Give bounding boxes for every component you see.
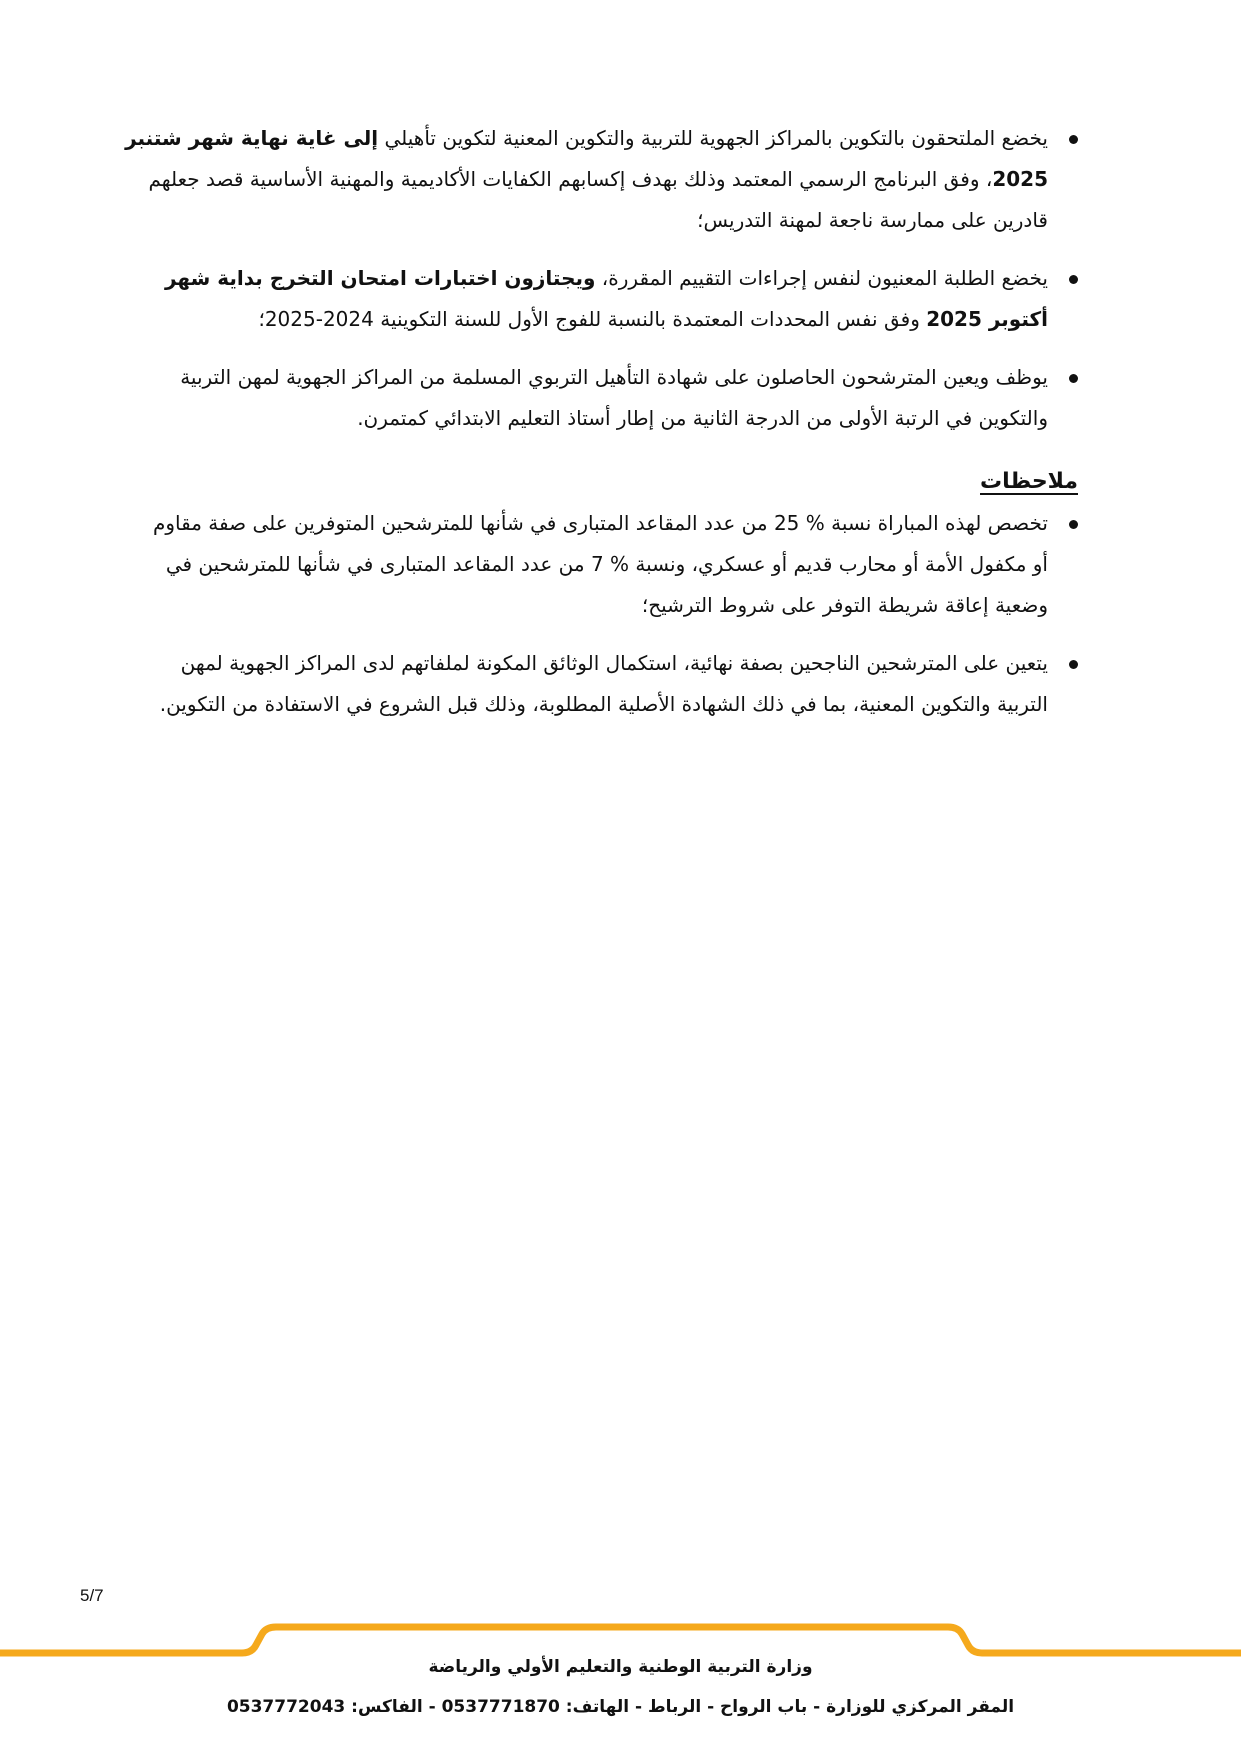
bullet-icon: [1069, 135, 1078, 144]
footer-address: المقر المركزي للوزارة - باب الرواح - الرباط - الهاتف: 0537771870 - الفاكس: 0537772043: [226, 1697, 1015, 1717]
conditions-list: [112, 118, 1078, 439]
list-item: [112, 118, 1078, 241]
bullet-icon: [1069, 660, 1078, 669]
footer-ministry-name: وزارة التربية الوطنية والتعليم الأولي والرياضة: [428, 1657, 813, 1677]
item-text: يوظف ويعين المترشحون الحاصلون على شهادة التأهيل التربوي المسلمة من المراكز الجهوية لمهن التربية والتكوين في الرتبة الأولى من الدرجة الثانية من إطار أستاذ التعليم الابتدائي كمتمرن.: [180, 365, 1048, 430]
document-body: [112, 118, 1078, 742]
notes-list: [112, 503, 1078, 725]
item-text: يتعين على المترشحين الناجحين بصفة نهائية، استكمال الوثائق المكونة لملفاتهم لدى المراكز الجهوية لمهن التربية والتكوين المعنية، بما في ذلك الشهادة الأصلية المطلوبة، وذلك قبل الشروع في الاستفادة من التكوين.: [159, 651, 1048, 716]
bullet-icon: [1069, 275, 1078, 284]
list-item: [112, 258, 1078, 340]
list-item: [112, 357, 1078, 439]
item-text: يخضع الملتحقون بالتكوين بالمراكز الجهوية للتربية والتكوين المعنية لتكوين تأهيلي: [378, 126, 1048, 150]
item-text: وفق نفس المحددات المعتمدة بالنسبة للفوج الأول للسنة التكوينية 2024-2025؛: [258, 307, 927, 331]
item-bold-text: إلى غاية نهاية شهر شتنبر 2025: [125, 126, 1048, 191]
item-text: تخصص لهذه المباراة نسبة % 25 من عدد المقاعد المتبارى في شأنها للمترشحين المتوفرين على صفة مقاوم أو مكفول الأمة أو محارب قديم أو عسكري، ونسبة % 7 من عدد المقاعد المتبارى في شأنها للمترشحين في وضعية إعاقة شريطة التوفر على شروط الترشيح؛: [152, 511, 1048, 617]
page-number: 5/7: [80, 1586, 104, 1605]
bullet-icon: [1069, 374, 1078, 383]
item-text: ، وفق البرنامج الرسمي المعتمد وذلك بهدف إكسابهم الكفايات الأكاديمية والمهنية الأساسية قصد جعلهم قادرين على ممارسة ناجعة لمهنة التدريس؛: [148, 167, 1048, 232]
list-item: [112, 503, 1078, 626]
bullet-icon: [1069, 520, 1078, 529]
footer-line-path: [0, 1627, 1241, 1653]
item-bold-text: ويجتازون اختبارات امتحان التخرج بداية شهر أكتوبر 2025: [164, 266, 1048, 331]
item-text: يخضع الطلبة المعنيون لنفس إجراءات التقييم المقررة،: [595, 266, 1048, 290]
list-item: [112, 643, 1078, 725]
notes-heading: ملاحظات: [980, 469, 1078, 494]
